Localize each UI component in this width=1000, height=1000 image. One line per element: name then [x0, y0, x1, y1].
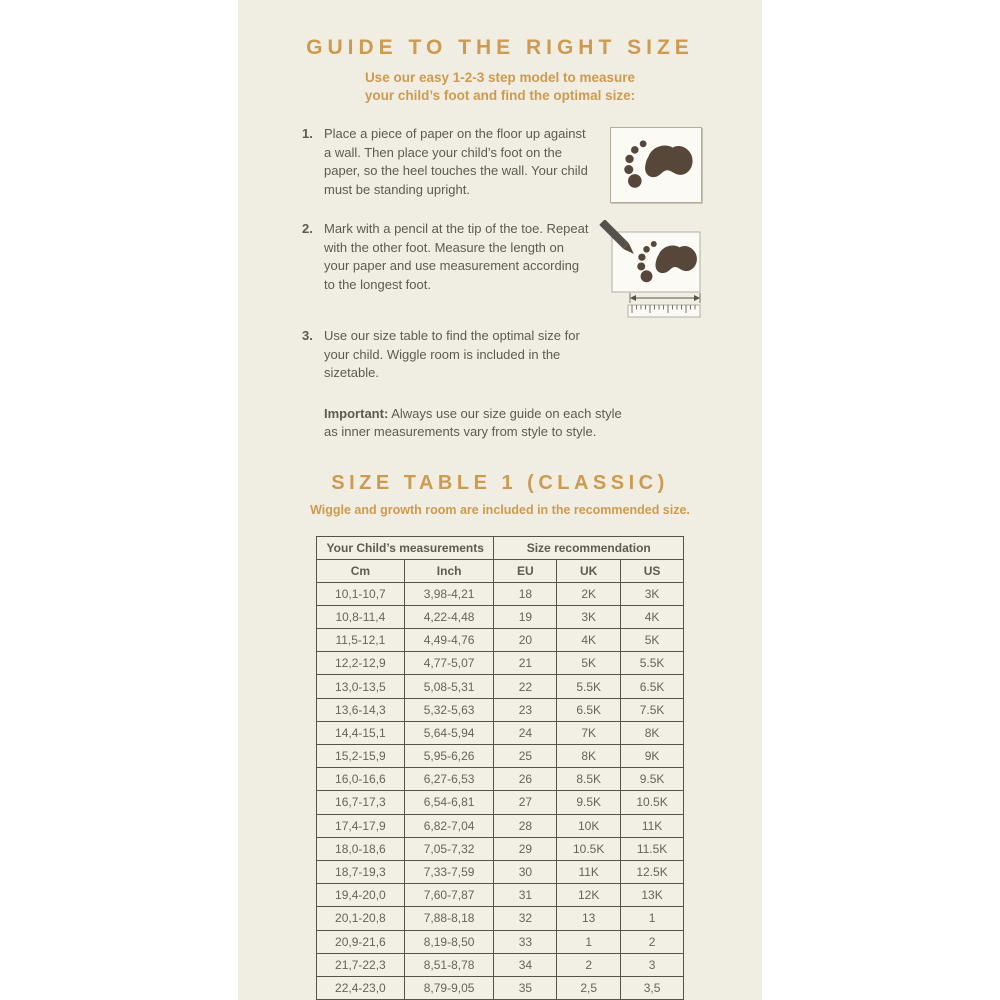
table-row — [317, 698, 684, 721]
cell-inch: 3,98-4,21 — [404, 582, 494, 605]
cell-uk: 10K — [557, 814, 621, 837]
cell-eu: 23 — [494, 698, 557, 721]
cell-us: 2 — [621, 930, 684, 953]
guide-subtitle-line2: your child’s foot and find the optimal size: — [364, 88, 636, 104]
cell-eu: 21 — [494, 652, 557, 675]
cell-cm: 16,0-16,6 — [317, 768, 405, 791]
cell-cm: 12,2-12,9 — [317, 652, 405, 675]
table-row — [317, 675, 684, 698]
group-header-row — [317, 536, 684, 559]
table-row — [317, 860, 684, 883]
cell-cm: 19,4-20,0 — [317, 884, 405, 907]
cell-us: 9.5K — [621, 768, 684, 791]
table-row — [317, 791, 684, 814]
table-row — [317, 907, 684, 930]
column-header-eu: EU — [494, 559, 557, 582]
table-row — [317, 768, 684, 791]
cell-eu: 28 — [494, 814, 557, 837]
cell-eu: 29 — [494, 837, 557, 860]
cell-us: 5.5K — [621, 652, 684, 675]
cell-eu: 25 — [494, 745, 557, 768]
cell-inch: 8,19-8,50 — [404, 930, 494, 953]
cell-inch: 8,79-9,05 — [404, 976, 494, 999]
cell-us: 11K — [621, 814, 684, 837]
table-row — [317, 605, 684, 628]
cell-uk: 2 — [557, 953, 621, 976]
cell-uk: 8.5K — [557, 768, 621, 791]
table-row — [317, 745, 684, 768]
cell-us: 8K — [621, 721, 684, 744]
cell-cm: 14,4-15,1 — [317, 721, 405, 744]
cell-inch: 5,08-5,31 — [404, 675, 494, 698]
cell-eu: 19 — [494, 605, 557, 628]
steps-list — [302, 125, 702, 382]
cell-uk: 10.5K — [557, 837, 621, 860]
cell-cm: 15,2-15,9 — [317, 745, 405, 768]
cell-uk: 5K — [557, 652, 621, 675]
important-note — [324, 405, 636, 442]
size-table-subtitle: Wiggle and growth room are included in the recommended size. — [310, 502, 690, 517]
size-table-title: SIZE TABLE 1 (CLASSIC) — [331, 471, 669, 494]
cell-eu: 20 — [494, 629, 557, 652]
cell-us: 3K — [621, 582, 684, 605]
cell-inch: 5,64-5,94 — [404, 721, 494, 744]
guide-subtitle — [238, 69, 762, 105]
size-guide-card — [238, 0, 762, 1000]
cell-cm: 20,9-21,6 — [317, 930, 405, 953]
guide-subtitle-line1: Use our easy 1-2-3 step model to measure — [364, 70, 636, 85]
guide-title: GUIDE TO THE RIGHT SIZE — [306, 36, 694, 59]
cell-us: 3 — [621, 953, 684, 976]
cell-us: 4K — [621, 605, 684, 628]
cell-uk: 3K — [557, 605, 621, 628]
cell-eu: 22 — [494, 675, 557, 698]
column-header-row — [317, 559, 684, 582]
table-row — [317, 953, 684, 976]
cell-uk: 1 — [557, 930, 621, 953]
table-row — [317, 837, 684, 860]
step-2-text: Mark with a pencil at the tip of the toe. Repeat with the other foot. Measure the length on your paper and use measurement according to the longest foot. — [324, 221, 589, 292]
cell-us: 3,5 — [621, 976, 684, 999]
cell-uk: 13 — [557, 907, 621, 930]
cell-cm: 17,4-17,9 — [317, 814, 405, 837]
table-row — [317, 629, 684, 652]
cell-eu: 33 — [494, 930, 557, 953]
cell-uk: 11K — [557, 860, 621, 883]
cell-us: 13K — [621, 884, 684, 907]
cell-uk: 9.5K — [557, 791, 621, 814]
cell-cm: 16,7-17,3 — [317, 791, 405, 814]
important-label: Important: — [324, 405, 389, 421]
cell-eu: 24 — [494, 721, 557, 744]
cell-inch: 7,88-8,18 — [404, 907, 494, 930]
table-row — [317, 652, 684, 675]
cell-eu: 34 — [494, 953, 557, 976]
table-row — [317, 582, 684, 605]
ruler-icon — [628, 305, 700, 317]
cell-cm: 18,0-18,6 — [317, 837, 405, 860]
size-table — [316, 536, 684, 1000]
cell-inch: 4,49-4,76 — [404, 629, 494, 652]
group-header-recommendation: Size recommendation — [494, 536, 684, 559]
cell-inch: 4,22-4,48 — [404, 605, 494, 628]
step-2 — [302, 220, 702, 318]
cell-us: 12.5K — [621, 860, 684, 883]
table-row — [317, 930, 684, 953]
cell-cm: 22,4-23,0 — [317, 976, 405, 999]
cell-cm: 10,1-10,7 — [317, 582, 405, 605]
column-header-us: US — [621, 559, 684, 582]
cell-us: 11.5K — [621, 837, 684, 860]
cell-cm: 13,0-13,5 — [317, 675, 405, 698]
cell-cm: 11,5-12,1 — [317, 629, 405, 652]
cell-inch: 7,33-7,59 — [404, 860, 494, 883]
cell-inch: 5,32-5,63 — [404, 698, 494, 721]
cell-eu: 32 — [494, 907, 557, 930]
cell-inch: 7,60-7,87 — [404, 884, 494, 907]
cell-eu: 31 — [494, 884, 557, 907]
step-3 — [302, 327, 702, 382]
column-header-inch: Inch — [404, 559, 494, 582]
cell-inch: 6,82-7,04 — [404, 814, 494, 837]
cell-eu: 26 — [494, 768, 557, 791]
cell-uk: 7K — [557, 721, 621, 744]
group-header-measurements: Your Child’s measurements — [317, 536, 494, 559]
step-3-text: Use our size table to find the optimal size for your child. Wiggle room is included in the sizetable. — [324, 328, 580, 381]
column-header-uk: UK — [557, 559, 621, 582]
cell-inch: 6,27-6,53 — [404, 768, 494, 791]
cell-us: 5K — [621, 629, 684, 652]
cell-inch: 8,51-8,78 — [404, 953, 494, 976]
cell-eu: 27 — [494, 791, 557, 814]
cell-us: 6.5K — [621, 675, 684, 698]
important-text: Always use our size guide on each style as inner measurements vary from style to style. — [324, 405, 622, 440]
cell-uk: 8K — [557, 745, 621, 768]
step-2-number: 2. — [302, 221, 313, 237]
column-header-cm: Cm — [317, 559, 405, 582]
cell-inch: 7,05-7,32 — [404, 837, 494, 860]
cell-uk: 2K — [557, 582, 621, 605]
step-1-number: 1. — [302, 126, 313, 142]
cell-uk: 12K — [557, 884, 621, 907]
cell-uk: 5.5K — [557, 675, 621, 698]
cell-us: 9K — [621, 745, 684, 768]
cell-uk: 2,5 — [557, 976, 621, 999]
footprint-icon — [610, 127, 702, 203]
table-row — [317, 814, 684, 837]
table-row — [317, 721, 684, 744]
step-1-text: Place a piece of paper on the floor up against a wall. Then place your child’s foot on the paper, so the heel touches the wall. Your child must be standing upright. — [324, 126, 588, 197]
cell-us: 10.5K — [621, 791, 684, 814]
cell-uk: 6.5K — [557, 698, 621, 721]
cell-inch: 4,77-5,07 — [404, 652, 494, 675]
cell-inch: 6,54-6,81 — [404, 791, 494, 814]
cell-cm: 18,7-19,3 — [317, 860, 405, 883]
step-3-number: 3. — [302, 328, 313, 344]
cell-us: 7.5K — [621, 698, 684, 721]
cell-cm: 21,7-22,3 — [317, 953, 405, 976]
cell-eu: 18 — [494, 582, 557, 605]
cell-inch: 5,95-6,26 — [404, 745, 494, 768]
table-row — [317, 976, 684, 999]
cell-cm: 13,6-14,3 — [317, 698, 405, 721]
step-1 — [302, 125, 702, 203]
cell-eu: 35 — [494, 976, 557, 999]
cell-cm: 10,8-11,4 — [317, 605, 405, 628]
table-row — [317, 884, 684, 907]
cell-uk: 4K — [557, 629, 621, 652]
cell-cm: 20,1-20,8 — [317, 907, 405, 930]
cell-us: 1 — [621, 907, 684, 930]
cell-eu: 30 — [494, 860, 557, 883]
pencil-measure-footprint-icon — [596, 220, 702, 318]
